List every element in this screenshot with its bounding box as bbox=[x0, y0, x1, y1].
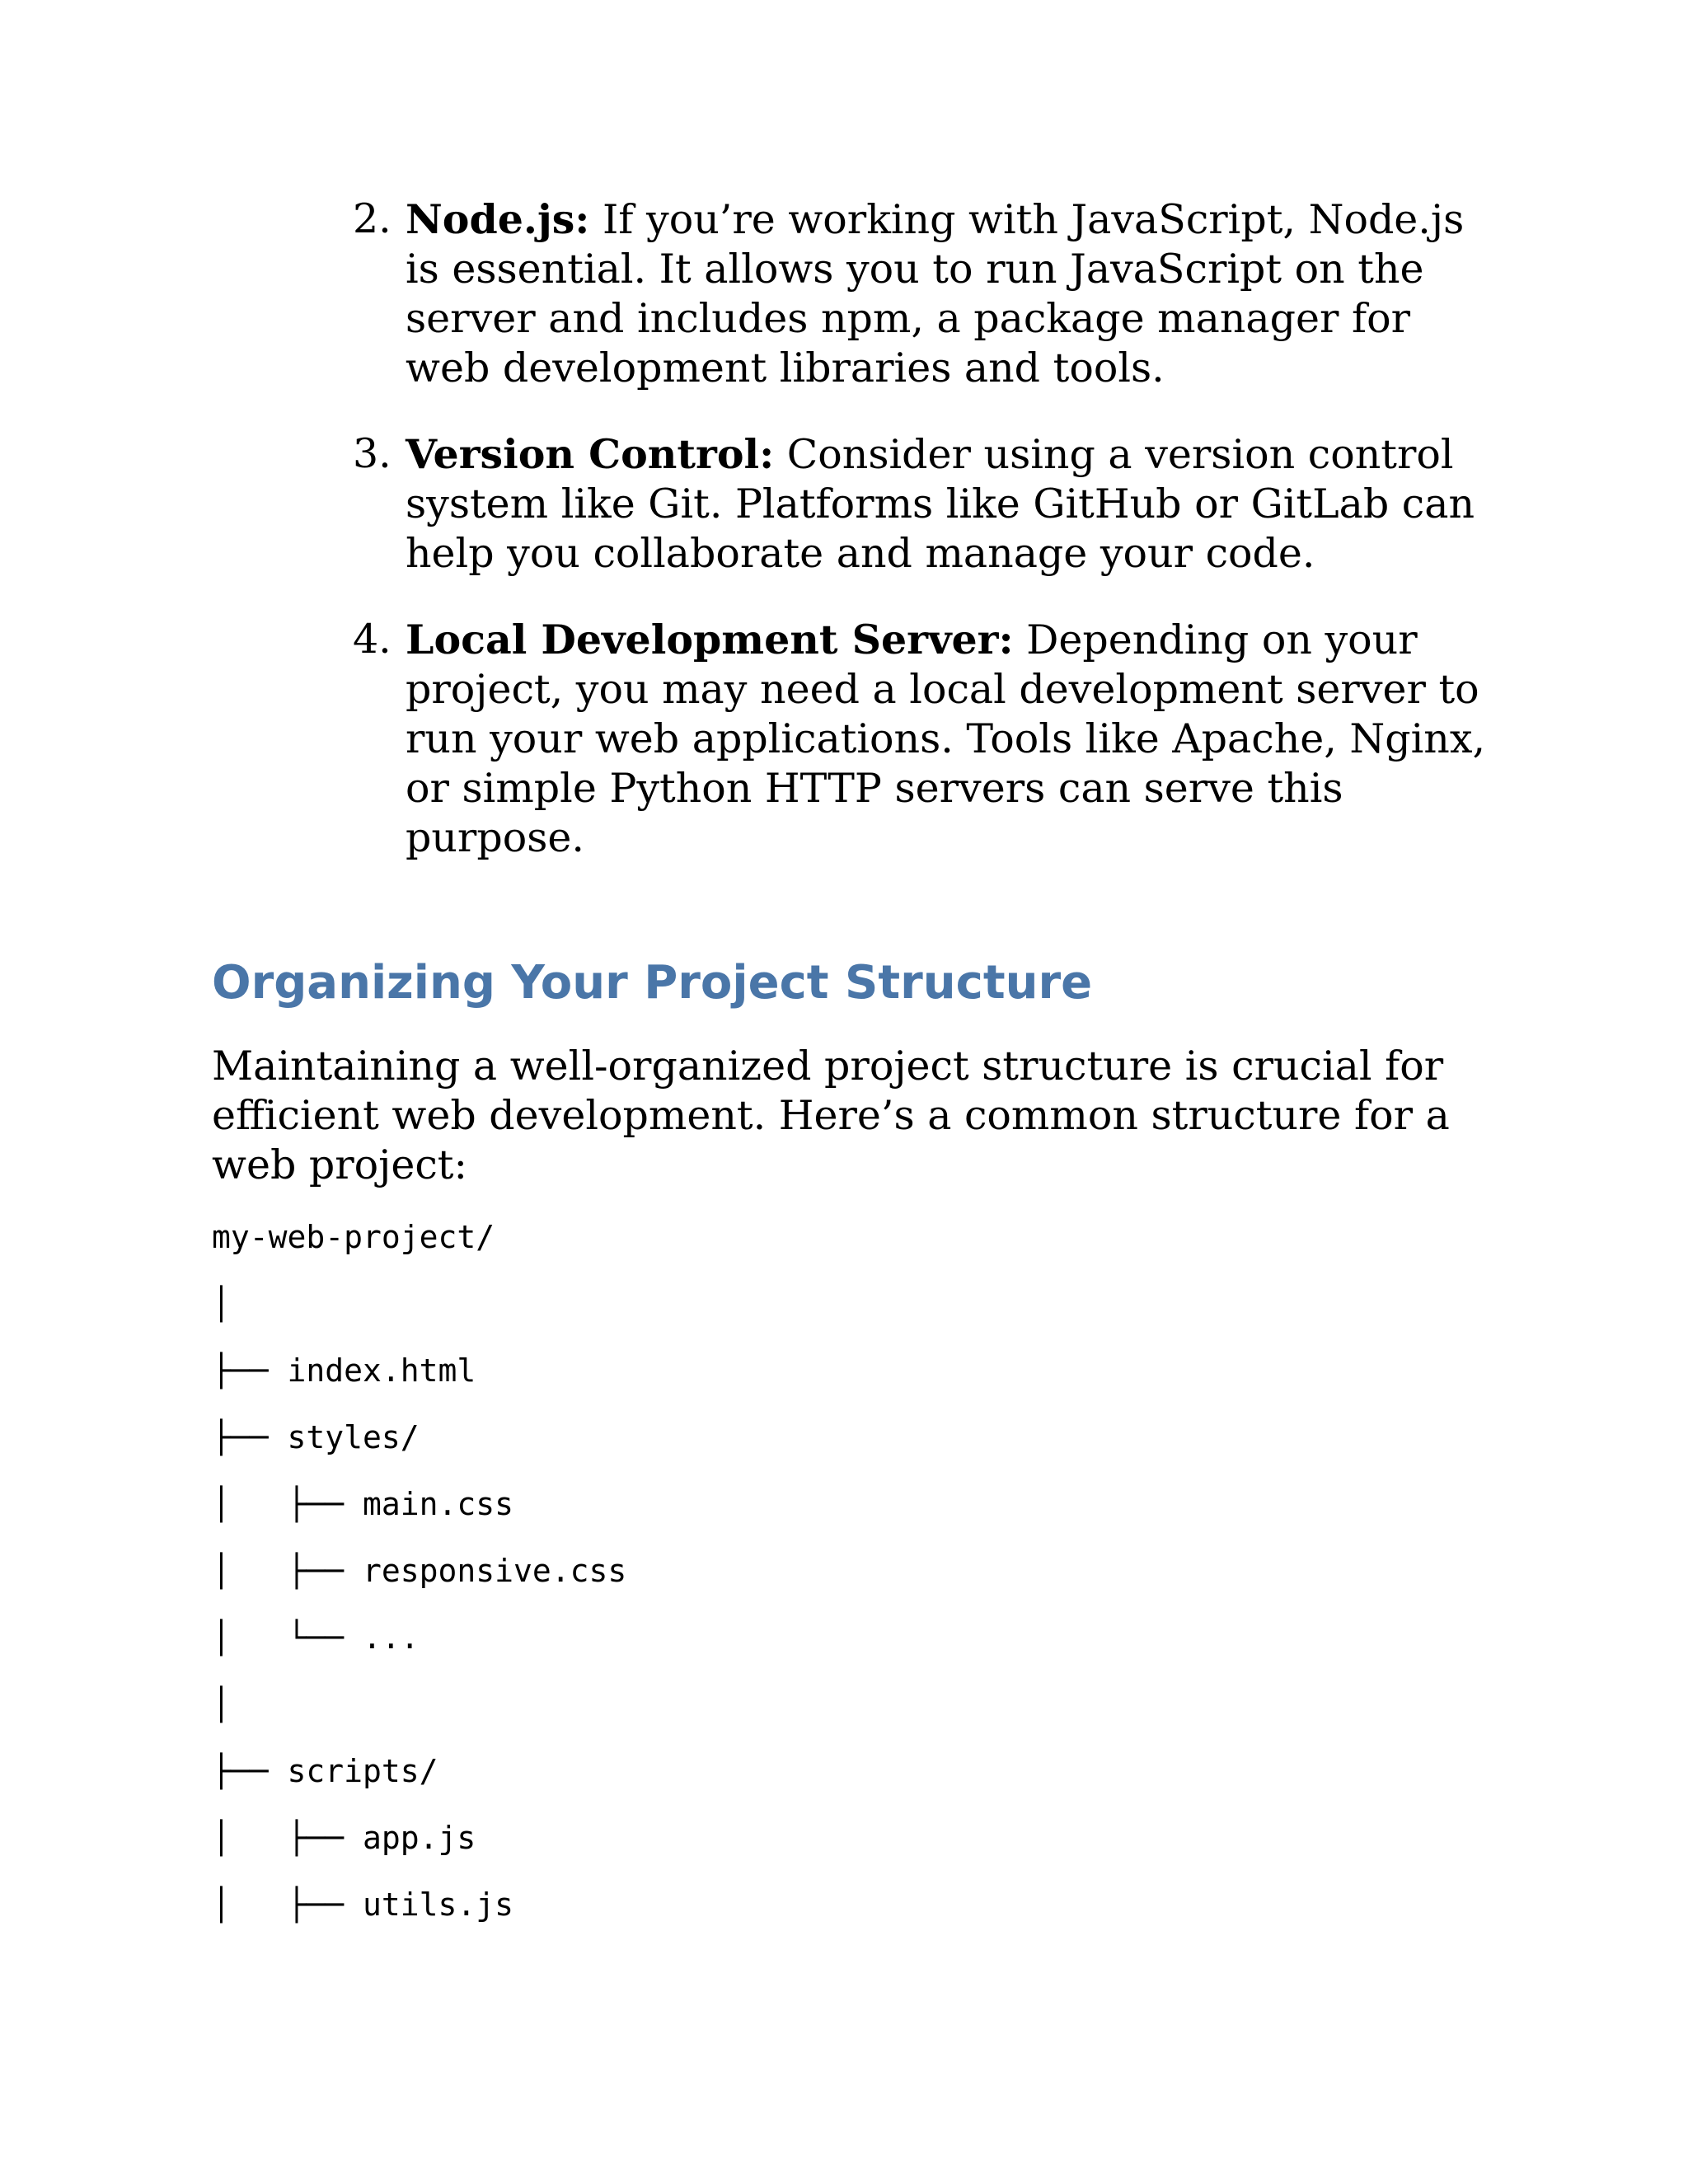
list-item-term: Local Development Server: bbox=[406, 616, 1014, 663]
tree-line: │ ├── app.js bbox=[212, 1820, 476, 1856]
list-item-number: 3. bbox=[353, 430, 392, 477]
list-item-text: If you’re working with JavaScript, Node.js is essential. It allows you to run JavaScript on the server and includes npm, a package manager for web development libraries and tools. bbox=[406, 196, 1465, 391]
tree-line: ├── scripts/ bbox=[212, 1753, 438, 1789]
project-structure-tree bbox=[212, 1218, 626, 1952]
tree-line: ├── styles/ bbox=[212, 1419, 420, 1455]
section-heading: Organizing Your Project Structure bbox=[212, 956, 1093, 1010]
tree-line: ├── index.html bbox=[212, 1352, 476, 1389]
list-item bbox=[353, 429, 1490, 579]
list-item-term: Version Control: bbox=[406, 430, 775, 478]
list-item-number: 4. bbox=[353, 616, 392, 663]
list-item-text: Consider using a version control system like Git. Platforms like GitHub or GitLab can help you collaborate and manage your code. bbox=[406, 431, 1475, 577]
tree-line: │ ├── utils.js bbox=[212, 1886, 514, 1923]
list-item bbox=[353, 194, 1490, 393]
page-cutoff-marks bbox=[212, 1975, 311, 1981]
tree-line: │ ├── main.css bbox=[212, 1486, 514, 1522]
list-item bbox=[353, 615, 1490, 863]
list-item-number: 2. bbox=[353, 195, 392, 242]
tree-line: │ ├── responsive.css bbox=[212, 1553, 627, 1589]
numbered-list bbox=[353, 194, 1490, 899]
list-item-text: Depending on your project, you may need a local development server to run your web applications. Tools like Apache, Nginx, or simple Python HTTP servers can serve this purpose. bbox=[406, 616, 1486, 861]
tree-line: │ └── ... bbox=[212, 1619, 420, 1656]
tree-line: │ bbox=[212, 1286, 231, 1322]
tree-line: │ bbox=[212, 1686, 231, 1722]
section-intro-paragraph: Maintaining a well-organized project structure is crucial for efficient web development. Here’s a common structure for a web project: bbox=[212, 1043, 1450, 1188]
tree-line: my-web-project/ bbox=[212, 1219, 495, 1255]
list-item-term: Node.js: bbox=[406, 195, 590, 243]
